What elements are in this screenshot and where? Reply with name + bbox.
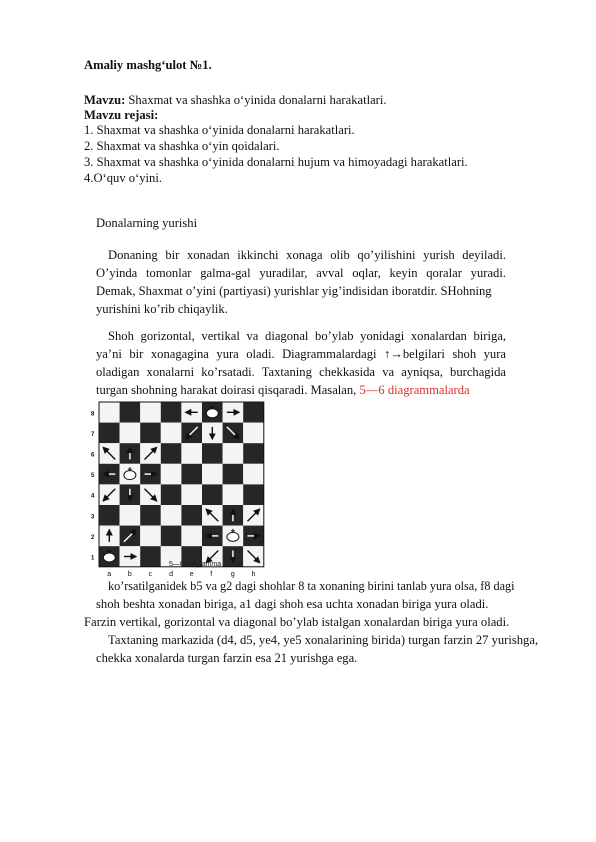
paragraph-line: ko’rsatilganidek b5 va g2 dagi shohlar 8 ta xonaning birini tanlab yura olsa, f8 dagi	[108, 579, 515, 593]
paragraph-text: turgan shohning harakat doirasi qisqaradi. Masalan,	[96, 383, 360, 397]
plan-item: 3. Shaxmat va shashka o‘yinida donalarni hujum va himoyadagi harakatlari.	[84, 155, 468, 169]
section-heading: Donalarning yurishi	[96, 216, 198, 230]
rank-label: 6	[91, 452, 95, 459]
board-square	[140, 546, 161, 567]
board-square	[161, 505, 182, 526]
chess-board	[99, 402, 264, 567]
board-square	[181, 505, 202, 526]
board-square	[223, 484, 244, 505]
board-square	[243, 464, 264, 485]
rank-label: 4	[91, 493, 95, 500]
chess-board-figure	[89, 400, 264, 578]
topic-line	[84, 92, 387, 108]
board-square	[202, 484, 223, 505]
page-title: Amaliy mashg‘ulot №1.	[84, 58, 212, 72]
board-square	[181, 464, 202, 485]
board-square	[243, 423, 264, 444]
rank-label: 8	[91, 411, 95, 418]
board-square	[161, 484, 182, 505]
board-square	[243, 443, 264, 464]
board-square	[140, 423, 161, 444]
paragraph-line: Farzin vertikal, gorizontal va diagonal bo’ylab istalgan xonalardan biriga yura oladi.	[84, 615, 510, 629]
diagram-reference: 5—6 diagrammalarda	[359, 383, 470, 397]
board-square	[223, 443, 244, 464]
paragraph-line: oladigan xonalarni ko’rsatadi. Taxtaning chekkasida va ayniqsa, burchagida	[96, 365, 506, 379]
board-square	[202, 464, 223, 485]
rank-label: 2	[91, 534, 95, 541]
rank-label: 3	[91, 514, 95, 521]
board-square	[223, 464, 244, 485]
rank-label: 1	[91, 555, 95, 562]
plan-item: 2. Shaxmat va shashka o‘yin qoidalari.	[84, 139, 280, 153]
board-square	[181, 443, 202, 464]
board-square	[140, 505, 161, 526]
board-square	[181, 484, 202, 505]
board-square	[140, 526, 161, 547]
board-square	[99, 505, 120, 526]
file-label: g	[230, 570, 235, 578]
file-label: b	[127, 570, 132, 578]
paragraph-line: Shoh gorizontal, vertikal va diagonal bo’ylab yonidagi xonalardan biriga,	[108, 329, 506, 343]
board-square	[120, 402, 141, 423]
board-square	[181, 526, 202, 547]
paragraph-line: yurishini ko’rib chiqaylik.	[96, 302, 228, 316]
paragraph-line: O’yinda tomonlar galma-gal yuradilar, avval oqlar, keyin qoralar yuradi.	[96, 266, 506, 280]
paragraph-line: Taxtaning markazida (d4, d5, ye4, ye5 xonalarining birida) turgan farzin 27 yurishga,	[108, 633, 539, 647]
board-square	[99, 423, 120, 444]
board-square	[161, 402, 182, 423]
board-square	[140, 402, 161, 423]
board-square	[161, 464, 182, 485]
board-square	[120, 423, 141, 444]
board-square	[243, 484, 264, 505]
rank-label: 7	[91, 431, 95, 438]
plan-item: 4.O‘quv o‘yini.	[84, 171, 163, 185]
topic-text: Shaxmat va shashka o‘yinida donalarni harakatlari.	[125, 93, 387, 107]
board-square	[161, 443, 182, 464]
board-square	[243, 402, 264, 423]
paragraph-line	[96, 382, 470, 398]
board-square	[161, 526, 182, 547]
paragraph-line: Demak, Shaxmat o’yini (partiyasi) yurishlar yig’indisidan iboratdir. SHohning	[96, 284, 492, 298]
plan-item: 1. Shaxmat va shashka o‘yinida donalarni harakatlari.	[84, 123, 355, 137]
board-square	[120, 505, 141, 526]
file-label: f	[210, 570, 213, 578]
paragraph-line: shoh beshta xonadan biriga, a1 dagi shoh esa uchta xonadan biriga yura oladi.	[96, 597, 489, 611]
file-label: e	[189, 570, 194, 578]
paragraph-line: Donaning bir xonadan ikkinchi xonaga olib qo’yilishini yurish deyiladi.	[108, 248, 506, 262]
board-square	[202, 443, 223, 464]
topic-label: Mavzu:	[84, 93, 126, 107]
paragraph-line: chekka xonalarda turgan farzin esa 21 yurishga ega.	[96, 651, 358, 665]
diagram-caption: 5—6-diagramma	[169, 561, 222, 568]
file-label: a	[107, 570, 112, 578]
file-label: d	[169, 570, 174, 578]
plan-label: Mavzu rejasi:	[84, 108, 159, 122]
file-label: c	[148, 570, 152, 578]
board-square	[99, 402, 120, 423]
file-label: h	[251, 570, 256, 578]
chess-diagram	[89, 400, 264, 578]
paragraph-line: ya’ni bir xonagagina yura oladi. Diagrammalardagi ↑→belgilari shoh yura	[96, 347, 506, 361]
board-square	[161, 423, 182, 444]
rank-label: 5	[91, 473, 95, 480]
